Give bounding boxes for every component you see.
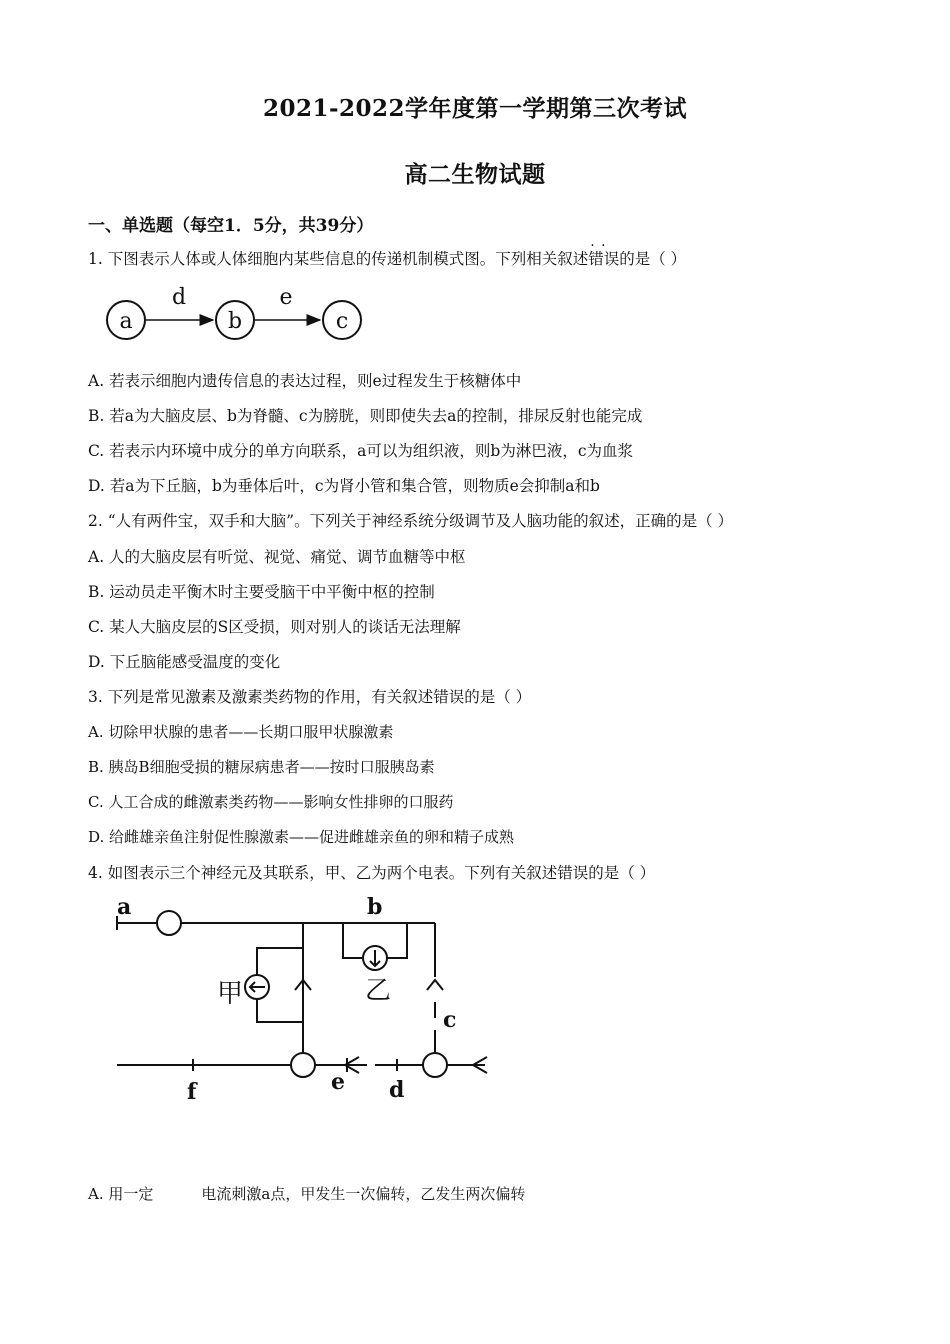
question-1-option-c: C. 若表示内环境中成分的单方向联系，a可以为组织液，则b为淋巴液，c为血浆 (88, 442, 634, 460)
section-heading: 一、单选题（每空1．5分，共39分） (88, 216, 374, 236)
label-c: c (443, 1007, 457, 1033)
question-1-diagram (98, 280, 378, 350)
exam-subtitle: 高二生物试题 (404, 161, 546, 188)
question-4-option-a (88, 1183, 525, 1204)
edge-d-label: d (171, 285, 187, 310)
label-meter-yi: 乙 (365, 976, 392, 1006)
label-a: a (117, 894, 132, 920)
label-b: b (367, 894, 383, 920)
question-4-option-a-end: 电流刺激a点，甲发生一次偏转，乙发生两次偏转 (201, 1185, 526, 1203)
middle-neuron-body (291, 1053, 315, 1077)
question-3-option-a: A. 切除甲状腺的患者——长期口服甲状腺激素 (88, 723, 394, 741)
question-1-emphasis: · · 错误 (588, 250, 619, 268)
exam-title: 2021-2022学年度第一学期第三次考试 (262, 95, 688, 122)
node-b-label: b (227, 309, 243, 334)
right-neuron-body (423, 1053, 447, 1077)
question-1-option-d: D. 若a为下丘脑，b为垂体后叶，c为肾小管和集合管，则物质e会抑制a和b (88, 477, 600, 495)
question-2-option-b: B. 运动员走平衡木时主要受脑干中平衡中枢的控制 (88, 583, 435, 601)
question-4-neuron-diagram (105, 890, 505, 1110)
label-meter-jia: 甲 (217, 979, 244, 1009)
question-2-stem: 2. “人有两件宝，双手和大脑”。下列关于神经系统分级调节及人脑功能的叙述，正确的是（ ） (88, 512, 733, 530)
question-2-option-d: D. 下丘脑能感受温度的变化 (88, 653, 281, 671)
question-1-stem (88, 247, 686, 269)
label-d: d (389, 1077, 405, 1103)
label-f: f (187, 1079, 197, 1105)
top-neuron-body (157, 911, 181, 935)
question-1-option-b: B. 若a为大脑皮层、b为脊髓、c为膀胱，则即使失去a的控制，排尿反射也能完成 (88, 407, 643, 425)
label-e: e (331, 1069, 345, 1095)
node-c-label: c (335, 309, 349, 334)
question-2-option-a: A. 人的大脑皮层有听觉、视觉、痛觉、调节血糖等中枢 (88, 548, 466, 566)
question-1-stem-text: 1. 下图表示人体或人体细胞内某些信息的传递机制模式图。下列相关叙述 (88, 250, 589, 268)
question-1-stem-end: 的是（ ） (619, 250, 687, 268)
edge-e-label: e (279, 285, 293, 310)
question-3-option-b: B. 胰岛B细胞受损的糖尿病患者——按时口服胰岛素 (88, 758, 435, 776)
question-4-stem: 4. 如图表示三个神经元及其联系，甲、乙为两个电表。下列有关叙述错误的是（ ） (88, 864, 656, 882)
question-3-option-d: D. 给雌雄亲鱼注射促性腺激素——促进雌雄亲鱼的卵和精子成熟 (88, 828, 515, 846)
question-4-option-a-start: A. 用一定 (88, 1185, 154, 1203)
question-3-stem: 3. 下列是常见激素及激素类药物的作用，有关叙述错误的是（ ） (88, 688, 532, 706)
question-2-option-c: C. 某人大脑皮层的S区受损，则对别人的谈话无法理解 (88, 618, 461, 636)
question-3-option-c: C. 人工合成的雌激素类药物——影响女性排卵的口服药 (88, 793, 454, 811)
node-a-label: a (119, 309, 133, 334)
question-1-option-a: A. 若表示细胞内遗传信息的表达过程，则e过程发生于核糖体中 (88, 372, 522, 390)
